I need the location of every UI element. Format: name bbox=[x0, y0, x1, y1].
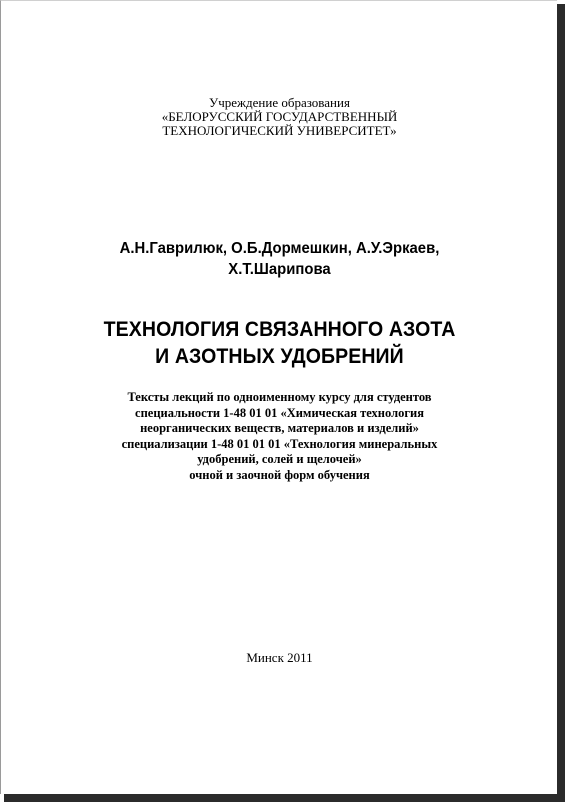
authors-block bbox=[12, 238, 547, 280]
description-line: специальности 1-48 01 01 «Химическая технология bbox=[135, 405, 424, 420]
title-line: ТЕХНОЛОГИЯ СВЯЗАННОГО АЗОТА bbox=[103, 318, 456, 341]
imprint-city-year: Минск 2011 bbox=[246, 650, 313, 665]
description-line: специализации 1-48 01 01 01 «Технология минеральных bbox=[121, 436, 438, 451]
book-title bbox=[20, 316, 538, 370]
description-block bbox=[1, 390, 558, 483]
page-shadow-bottom bbox=[4, 794, 565, 802]
description-line: удобрений, солей и щелочей» bbox=[197, 452, 362, 466]
description-line: очной и заочной форм обучения bbox=[189, 467, 370, 482]
institution-line: «БЕЛОРУССКИЙ ГОСУДАРСТВЕННЫЙ bbox=[161, 109, 398, 124]
description-line: Тексты лекций по одноименному курсу для студентов bbox=[127, 390, 432, 404]
institution-line: Учреждение образования bbox=[209, 95, 350, 110]
description-line: неорганических веществ, материалов и изделий» bbox=[140, 421, 419, 435]
title-line: И АЗОТНЫХ УДОБРЕНИЙ bbox=[155, 345, 404, 368]
page-shadow-right bbox=[557, 4, 565, 802]
authors-line: Х.Т.Шарипова bbox=[228, 261, 331, 278]
institution-line: ТЕХНОЛОГИЧЕСКИЙ УНИВЕРСИТЕТ» bbox=[162, 123, 397, 138]
authors-line: А.Н.Гаврилюк, О.Б.Дормешкин, А.У.Эркаев, bbox=[119, 240, 440, 257]
institution-block bbox=[1, 96, 558, 138]
